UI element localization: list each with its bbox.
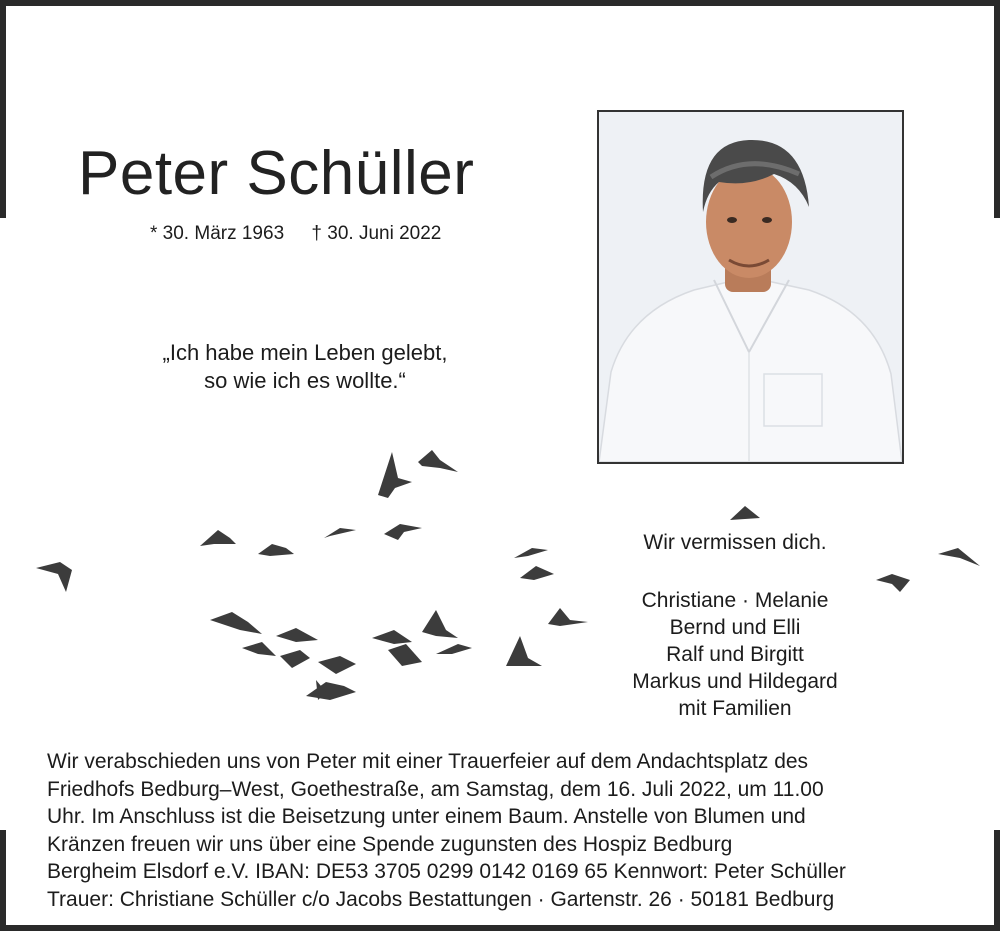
mourners-list (600, 587, 870, 722)
miss-you-text: Wir vermissen dich. (643, 531, 827, 554)
portrait-illustration (599, 112, 902, 462)
memorial-quote (100, 339, 510, 395)
funeral-notice-text (47, 748, 967, 913)
portrait-photo (597, 110, 904, 464)
notice-line: Kränzen freuen wir uns über eine Spende zugunsten des Hospiz Bedburg (47, 832, 733, 856)
notice-line: Bergheim Elsdorf e.V. IBAN: DE53 3705 0299 0142 0169 65 Kennwort: Peter Schüller (47, 860, 846, 883)
frame-bottom-border (0, 925, 1000, 931)
frame-top-border (0, 0, 1000, 6)
mourner-line: Markus und Hildegard (632, 670, 838, 693)
frame-right-bottom-border (994, 830, 1000, 925)
mourner-line: Ralf und Birgitt (666, 643, 804, 666)
mourner-line: Christiane · Melanie (641, 589, 829, 612)
mourner-line: Bernd und Elli (669, 616, 801, 639)
quote-line: so wie ich es wollte.“ (204, 368, 406, 393)
quote-line: „Ich habe mein Leben gelebt, (162, 340, 448, 365)
notice-line: Friedhofs Bedburg–West, Goethestraße, am Samstag, dem 16. Juli 2022, um 11.00 (47, 777, 824, 801)
frame-left-top-border (0, 6, 6, 218)
birth-date: * 30. März 1963 (150, 223, 285, 244)
frame-left-bottom-border (0, 830, 6, 925)
notice-line: Uhr. Im Anschluss ist die Beisetzung unter einem Baum. Anstelle von Blumen und (47, 805, 806, 828)
mourner-line: mit Familien (678, 697, 792, 720)
deceased-name: Peter Schüller (78, 139, 475, 208)
notice-line: Wir verabschieden uns von Peter mit einer Trauerfeier auf dem Andachtsplatz des (47, 750, 809, 773)
life-dates (150, 223, 441, 245)
notice-line: Trauer: Christiane Schüller c/o Jacobs Bestattungen · Gartenstr. 26 · 50181 Bedburg (47, 887, 835, 911)
death-date: † 30. Juni 2022 (311, 223, 442, 244)
frame-right-top-border (994, 6, 1000, 218)
